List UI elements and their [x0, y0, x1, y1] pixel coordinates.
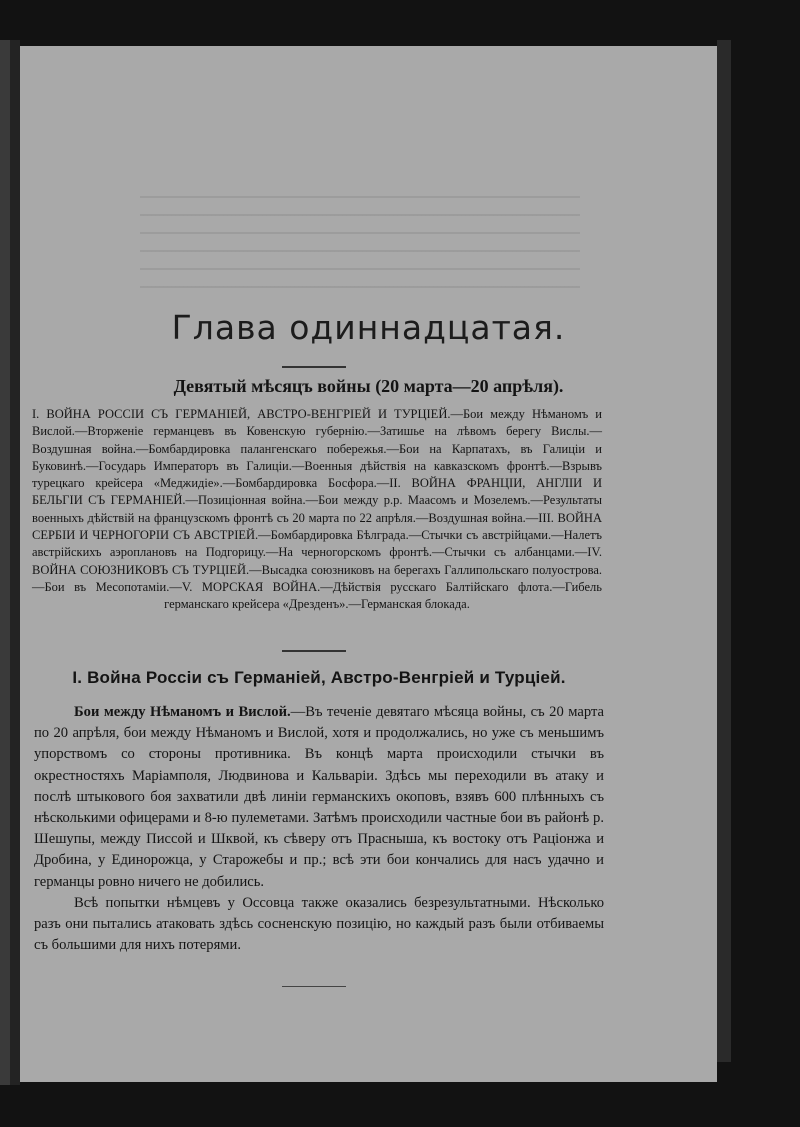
book-page [20, 46, 717, 1082]
footnote-rule [282, 986, 346, 988]
chapter-subtitle: Девятый мѣсяцъ войны (20 марта—20 апрѣля). [173, 376, 564, 396]
chapter-title: Глава одиннадцатая. [171, 308, 566, 347]
section-heading: I. Война Россiи съ Германiей, Австро-Венгрiей и Турцiей. [72, 668, 566, 687]
book-spine [10, 40, 20, 1085]
divider-rule [282, 366, 346, 369]
body-text [34, 702, 604, 956]
run-in-heading: Бои между Нѣманомъ и Вислой. [74, 704, 291, 720]
chapter-summary: I. ВОЙНА РОССIИ СЪ ГЕРМАНIЕЙ, АВСТРО-ВЕНГРIЕЙ И ТУРЦIЕЙ.—Бои между Нѣманомъ и Вислой.—Вторженiе германцевъ въ Ковенскую губернiю.—Затишье на лѣвомъ берегу Вислы.—Воздушная война.—Бомбардировка палангенскаго побережья.—Бои на Карпатахъ, въ Галицiи и Буковинѣ.—Государь Императоръ въ Галицiи.—Военныя дѣйствiя на кавказскомъ фронтѣ.—Взрывъ турецкаго крейсера «Меджидiе».—Бомбардировка Босфора.—II. ВОЙНА ФРАНЦIИ, АНГЛIИ И БЕЛЬГIИ СЪ ГЕРМАНIЕЙ.—Позицiонная война.—Бои между р.р. Маасомъ и Мозелемъ.—Результаты военныхъ дѣйствiй на французскомъ фронтѣ съ 20 марта по 22 апрѣля.—Воздушная война.—III. ВОЙНА СЕРБIИ И ЧЕРНОГОРIИ СЪ АВСТРIЕЙ.—Бомбардировка Бѣлграда.—Стычки съ австрiйцами.—Налетъ австрiйскихъ аэроплановъ на Подгорицу.—На черногорскомъ фронтѣ.—Стычки съ албанцами.—IV. ВОЙНА СОЮЗНИКОВЪ СЪ ТУРЦIЕЙ.—Высадка союзниковъ на берегахъ Галлипольскаго полуострова.—Бои въ Месопотамiи.—V. МОРСКАЯ ВОЙНА.—Дѣйствiя русскаго Балтiйскаго флота.—Гибель германскаго крейсера «Дрезденъ».—Германская блокада. [32, 407, 602, 612]
page-edge [717, 40, 731, 1062]
paragraph: Всѣ попытки нѣмцевъ у Оссовца также оказались безрезультатными. Нѣсколько разъ они пытались атаковать здѣсь сосненскую позицiю, но каждый разъ были отбиваемы съ большими для нихъ потерями. [34, 894, 604, 954]
divider-rule [282, 650, 346, 653]
paragraph [34, 702, 604, 893]
bleed-through-text [140, 196, 580, 296]
paragraph-text: —Въ теченiе девятаго мѣсяца войны, съ 20 марта по 20 апрѣля, бои между Нѣманомъ и Вислой, хотя и продолжались, но уже съ меньшимъ упорствомъ со стороны противника. Въ концѣ марта происходили стычки въ окрестностяхъ Марiамполя, Людвинова и Кальварiи. Здѣсь мы переходили въ атаку и послѣ штыкового боя захватили двѣ линiи германскихъ окоповъ, взявъ 600 плѣнныхъ съ нѣсколькими офицерами и 8-ю пулеметами. Затѣмъ происходили частные бои въ районѣ р. Шешупы, между Писсой и Шквой, къ сѣверу отъ Прасныша, къ востоку отъ Рацiонжа и Дробина, у Единорожца, у Старожебы и пр.; всѣ эти бои кончались для насъ удачно и германцы ровно ничего не добились. [34, 704, 604, 890]
